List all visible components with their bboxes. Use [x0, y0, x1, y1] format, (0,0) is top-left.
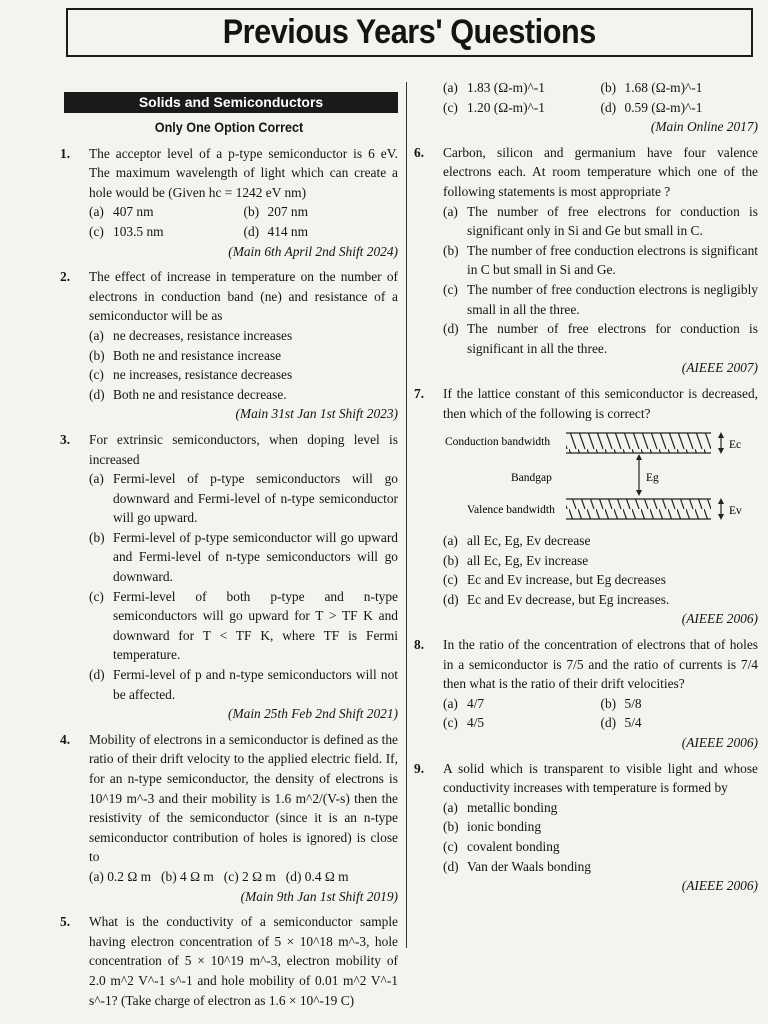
question-source: (Main 6th April 2nd Shift 2024)	[228, 243, 398, 259]
option-a: (a) ne decreases, resistance increases	[89, 327, 293, 343]
option-c: (c) Ec and Ev increase, but Eg decreases	[443, 572, 666, 588]
option-d: (d) Both ne and resistance decrease.	[89, 386, 287, 402]
option-a: (a) 0.2 Ω m	[89, 868, 152, 884]
option-b: (b) 5/8	[600, 695, 642, 711]
option-d: (d) 0.59 (Ω-m)^-1	[600, 99, 703, 115]
option-a: (a) metallic bonding	[443, 799, 558, 815]
question-source: (AIEEE 2006)	[681, 611, 758, 627]
option-d: (d) 5/4	[600, 715, 642, 731]
question-3	[60, 430, 398, 724]
option-c: (c) 4/5	[443, 715, 485, 731]
options	[89, 867, 398, 887]
option-c: (c) Fermi-level of both p-type and n-type semiconductors will go upward for T > TF K and downward for T < TF K, where TF is Fermi temperature.	[89, 588, 398, 663]
conduction-band-label: Conduction bandwidth	[445, 436, 551, 449]
option-d: (d) 414 nm	[243, 223, 309, 239]
option-c: (c) 2 Ω m	[223, 868, 276, 884]
question-1	[60, 144, 398, 262]
question-8	[414, 635, 758, 753]
option-b: (b) all Ec, Eg, Ev increase	[443, 552, 589, 568]
question-text: A solid which is transparent to visible light and whose conductivity increases with temperature is formed by	[443, 760, 758, 796]
question-text: For extrinsic semiconductors, when doping level is increased	[89, 431, 398, 467]
question-number: 5.	[60, 914, 71, 930]
ev-label: Ev	[729, 505, 742, 518]
option-a: (a) The number of free electrons for conduction is significant only in Si and Ge but small in C.	[443, 203, 758, 239]
option-b: (b) Fermi-level of p-type semiconductor will go upward and Fermi-level of n-type semiconductors will go downward.	[89, 529, 398, 585]
question-number: 3.	[60, 431, 71, 447]
section-banner: Solids and Semiconductors	[64, 92, 398, 113]
question-6	[414, 143, 758, 378]
question-4	[60, 730, 398, 906]
question-number: 6.	[414, 144, 425, 160]
option-c: (c) The number of free conduction electrons is negligibly small in all the three.	[443, 281, 758, 317]
option-a: (a) 407 nm	[89, 204, 154, 220]
question-number: 9.	[414, 760, 425, 776]
question-source: (AIEEE 2007)	[681, 360, 758, 376]
column-divider	[406, 82, 407, 948]
bandgap-label: Bandgap	[511, 472, 552, 485]
option-b: (b) ionic bonding	[443, 819, 542, 835]
option-b: (b) 4 Ω m	[161, 868, 214, 884]
question-text: Carbon, silicon and germanium have four valence electrons each. At room temperature which one of the following statements is most appropriate ?	[443, 144, 758, 199]
option-a: (a) 4/7	[443, 695, 485, 711]
ev-arrow-icon	[718, 498, 724, 520]
question-2	[60, 267, 398, 424]
question-text: In the ratio of the concentration of electrons that of holes in a semiconductor is 7/5 and the ratio of currents is 7/4 then what is the ratio of their drift velocities?	[443, 637, 758, 692]
left-column	[60, 92, 398, 1016]
question-number: 7.	[414, 385, 425, 401]
question-number: 2.	[60, 269, 71, 285]
options	[443, 78, 758, 117]
question-text: Mobility of electrons in a semiconductor is defined as the ratio of their drift velocity to the applied electric field. If, for an n-type semiconductor, the density of electrons is 10^19 m^-3 and their mobility is 1.6 m^2/(V-s) then the resistivity of the semiconductor (since it is an n-type semiconductor contribution of holes is ignored) is close to	[89, 731, 398, 865]
option-b: (b) Both ne and resistance increase	[89, 347, 282, 363]
question-text: The effect of increase in temperature on the number of electrons in conduction band (ne) and resistance of a semiconductor will be as	[89, 269, 398, 324]
question-text: The acceptor level of a p-type semiconductor is 6 eV. The maximum wavelength of light which can create a hole would be (Given hc = 1242 eV nm)	[89, 145, 398, 200]
eg-label: Eg	[646, 472, 659, 485]
question-5	[60, 912, 398, 1010]
option-c: (c) 1.20 (Ω-m)^-1	[443, 99, 545, 115]
option-b: (b) The number of free conduction electrons is significant in C but small in Si and Ge.	[443, 242, 758, 278]
question-number: 1.	[60, 145, 71, 161]
question-source: (Main 31st Jan 1st Shift 2023)	[235, 406, 398, 422]
option-d: (d) The number of free electrons for conduction is significant in all the three.	[443, 321, 758, 356]
option-c: (c) 103.5 nm	[89, 223, 164, 239]
question-source: (AIEEE 2006)	[681, 735, 758, 751]
question-7	[414, 384, 758, 629]
title-box	[66, 8, 753, 57]
question-text: What is the conductivity of a semiconductor sample having electron concentration of 5 × 10^18 m^-3, hole concentration of 5 × 10^19 m^-3, electron mobility of 2.0 m^2 V^-1 s^-1 and hole mobility of 0.01 m^2 V^-1 s^-1? (Take charge of electron as 1.6 × 10^-19 C)	[89, 914, 398, 1008]
option-d: (d) Fermi-level of p and n-type semiconductors will not be affected.	[89, 667, 398, 702]
valence-band	[566, 499, 711, 519]
conduction-band	[566, 433, 711, 453]
question-number: 8.	[414, 637, 425, 653]
question-source: (AIEEE 2006)	[681, 878, 758, 894]
question-number: 4.	[60, 731, 71, 747]
question-5-continued	[414, 78, 758, 137]
question-9	[414, 759, 758, 896]
page-title: Previous Years' Questions	[222, 13, 597, 51]
question-source: (Main Online 2017)	[650, 119, 758, 135]
right-column	[414, 78, 758, 902]
option-a: (a) Fermi-level of p-type semiconductors will go downward and Fermi-level of n-type semiconductor will go upward.	[89, 471, 398, 526]
option-d: (d) Ec and Ev decrease, but Eg increases.	[443, 591, 670, 607]
question-source: (Main 25th Feb 2nd Shift 2021)	[228, 706, 398, 722]
question-source: (Main 9th Jan 1st Shift 2019)	[240, 888, 398, 904]
section-subheading: Only One Option Correct	[154, 119, 304, 135]
option-c: (c) covalent bonding	[443, 839, 560, 854]
options	[443, 694, 758, 733]
option-d: (d) 0.4 Ω m	[285, 868, 349, 884]
option-c: (c) ne increases, resistance decreases	[89, 367, 293, 383]
band-diagram	[443, 429, 758, 525]
option-b: (b) 1.68 (Ω-m)^-1	[600, 80, 703, 95]
question-text: If the lattice constant of this semiconductor is decreased, then which of the following is correct?	[443, 385, 758, 421]
option-a: (a) all Ec, Eg, Ev decrease	[443, 533, 591, 549]
option-a: (a) 1.83 (Ω-m)^-1	[443, 80, 545, 95]
option-b: (b) 207 nm	[243, 204, 309, 220]
valence-band-label: Valence bandwidth	[467, 504, 555, 517]
options	[89, 202, 398, 241]
ec-arrow-icon	[718, 432, 724, 454]
eg-arrow-icon	[636, 454, 642, 496]
ec-label: Ec	[729, 439, 742, 452]
option-d: (d) Van der Waals bonding	[443, 858, 591, 874]
